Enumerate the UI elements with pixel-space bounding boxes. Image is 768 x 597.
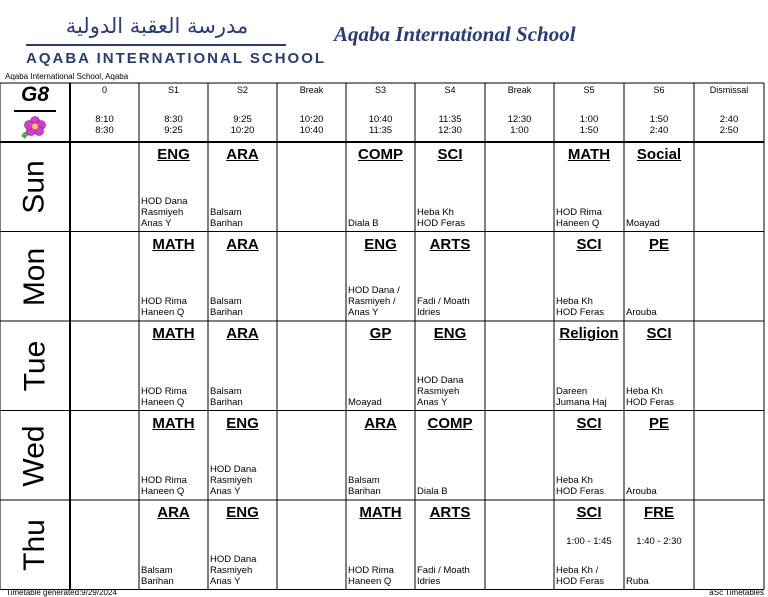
period-label: S5	[583, 85, 595, 95]
period-label: S1	[167, 85, 179, 95]
period-start: 12:30	[507, 114, 532, 125]
lesson-subject: MATH	[567, 146, 611, 163]
lesson-subject: ENG	[157, 146, 190, 163]
period-header	[139, 83, 208, 142]
lesson-subject: COMP	[427, 414, 473, 432]
period-end: 8:30	[95, 125, 114, 136]
lesson-cell	[346, 500, 415, 590]
lesson-subject: Social	[636, 146, 682, 163]
period-start: 10:20	[299, 114, 324, 125]
period-label: Break	[299, 85, 324, 95]
lesson-subject: MATH	[152, 325, 195, 342]
lesson-cell	[208, 321, 277, 411]
lesson-teacher: Diala B	[348, 217, 379, 229]
lesson-subject: ARA	[226, 325, 259, 342]
lesson-subject: SCI	[576, 414, 602, 432]
lesson-teacher: Balsam Barihan	[141, 564, 174, 587]
lesson-subject: SCI	[437, 146, 463, 163]
lesson-teacher: Balsam Barihan	[348, 475, 381, 497]
lesson-cell	[554, 142, 624, 232]
period-time	[554, 114, 624, 136]
day-label	[0, 321, 70, 411]
period-time	[208, 114, 277, 136]
lesson-subject: PE	[648, 235, 669, 253]
period-end: 11:35	[368, 125, 393, 136]
lesson-teacher: Dareen Jumana Haj	[556, 385, 607, 408]
lesson-subject: ARTS	[429, 504, 471, 521]
lesson-time: 1:40 - 2:30	[636, 536, 682, 547]
school-subtitle: Aqaba International School, Aqaba	[5, 72, 129, 81]
period-time	[346, 114, 415, 136]
lesson-cell	[139, 500, 208, 590]
lesson-cell	[346, 411, 415, 501]
lesson-subject: ENG	[226, 504, 259, 521]
lesson-subject: Religion	[559, 325, 619, 342]
period-end: 12:30	[438, 125, 462, 136]
lesson-teacher: Heba Kh HOD Feras	[556, 475, 605, 497]
day-name: Wed	[18, 424, 51, 487]
lesson-cell	[554, 232, 624, 322]
lesson-subject: ARA	[364, 414, 397, 432]
lesson-cell	[139, 411, 208, 501]
lesson-cell	[208, 232, 277, 322]
lesson-teacher: Fadi / Moath Idries	[417, 564, 470, 587]
lesson-teacher: HOD Dana Rasmiyeh Anas Y	[210, 464, 257, 497]
school-logo-english: AQABA INTERNATIONAL SCHOOL	[26, 50, 327, 67]
period-header	[485, 83, 554, 142]
lesson-cell	[624, 142, 694, 232]
lesson-cell	[624, 500, 694, 590]
period-end: 2:50	[719, 125, 739, 136]
day-label	[0, 142, 70, 232]
lesson-subject: SCI	[576, 235, 602, 253]
period-label: 0	[101, 85, 107, 95]
lesson-subject: SCI	[576, 504, 602, 521]
lesson-teacher: HOD Dana Rasmiyeh Anas Y	[210, 553, 257, 587]
period-start: 11:35	[438, 114, 462, 125]
period-time	[139, 114, 208, 136]
lesson-cell	[554, 411, 624, 501]
day-cell-tue	[0, 321, 70, 411]
period-start: 9:25	[233, 114, 252, 125]
lesson-cell	[208, 411, 277, 501]
period-label: S4	[444, 85, 456, 95]
day-cell-wed	[0, 411, 70, 501]
lesson-teacher: Heba Kh HOD Feras	[626, 385, 675, 408]
period-label: S3	[374, 85, 386, 95]
lesson-subject: FRE	[644, 504, 674, 521]
period-time	[277, 114, 346, 136]
lesson-cell	[346, 142, 415, 232]
day-label	[0, 232, 70, 322]
day-label	[0, 411, 70, 501]
period-end: 1:50	[579, 125, 599, 136]
period-header	[415, 83, 485, 142]
lesson-teacher: HOD Rima Haneen Q	[141, 475, 187, 497]
period-header	[70, 83, 139, 142]
period-start: 8:30	[164, 114, 183, 125]
lesson-teacher: Ruba	[626, 575, 649, 587]
lesson-subject: ENG	[433, 325, 467, 342]
period-end: 10:20	[230, 125, 255, 136]
lesson-teacher: HOD Rima Haneen Q	[141, 385, 187, 408]
lesson-cell	[208, 500, 277, 590]
period-label: S2	[236, 85, 248, 95]
lesson-subject: MATH	[359, 504, 402, 521]
lesson-teacher: Moayad	[348, 396, 382, 408]
footer-generated: Timetable generated:9/29/2024	[6, 588, 117, 597]
lesson-subject: COMP	[358, 146, 403, 163]
lesson-cell	[415, 142, 485, 232]
lesson-teacher: HOD Dana Rasmiyeh Anas Y	[141, 195, 188, 229]
lesson-cell	[554, 321, 624, 411]
grade-underline	[14, 110, 56, 112]
period-header	[277, 83, 346, 142]
lesson-cell	[624, 232, 694, 322]
lesson-subject: ARA	[157, 504, 190, 521]
day-cell-thu	[0, 500, 70, 590]
period-end: 1:00	[510, 125, 529, 136]
day-label	[0, 500, 70, 590]
lesson-cell	[554, 500, 624, 590]
day-name: Mon	[17, 247, 51, 306]
lesson-cell	[346, 321, 415, 411]
lesson-subject: ENG	[364, 235, 397, 253]
lesson-subject: MATH	[152, 235, 195, 253]
period-label: Break	[507, 85, 532, 95]
lesson-subject: GP	[369, 325, 392, 342]
period-end: 10:40	[299, 125, 324, 136]
lesson-subject: SCI	[646, 325, 672, 342]
lesson-teacher: Arouba	[626, 486, 657, 497]
day-name: Sun	[17, 160, 51, 214]
lesson-cell	[208, 142, 277, 232]
footer-credit: aSc Timetables	[709, 588, 764, 597]
period-time	[624, 114, 694, 136]
lesson-teacher: Diala B	[417, 486, 448, 497]
period-header	[346, 83, 415, 142]
lesson-cell	[415, 411, 485, 501]
lesson-teacher: Fadi / Moath Idries	[417, 296, 470, 318]
lesson-subject: ENG	[226, 414, 259, 432]
grade-cell	[0, 83, 70, 142]
lesson-cell	[624, 411, 694, 501]
day-cell-mon	[0, 232, 70, 322]
period-start: 1:00	[579, 114, 599, 125]
period-start: 2:40	[719, 114, 739, 125]
school-title: Aqaba International School	[334, 22, 576, 46]
lesson-subject: ARA	[226, 235, 259, 253]
lesson-time: 1:00 - 1:45	[566, 536, 612, 547]
lesson-teacher: Arouba	[626, 307, 657, 318]
lesson-teacher: HOD Rima Haneen Q	[556, 206, 602, 229]
lesson-teacher: Moayad	[626, 217, 660, 229]
flower-icon	[20, 116, 50, 142]
period-label: S6	[653, 85, 665, 95]
day-name: Tue	[18, 340, 51, 392]
period-time	[485, 114, 554, 136]
period-time	[694, 114, 764, 136]
lesson-teacher: HOD Dana Rasmiyeh Anas Y	[417, 374, 464, 408]
lesson-teacher: Balsam Barihan	[210, 206, 243, 229]
lesson-cell	[139, 321, 208, 411]
lesson-cell	[415, 500, 485, 590]
period-label: Dismissal	[709, 85, 749, 95]
period-end: 2:40	[649, 125, 669, 136]
lesson-teacher: HOD Dana / Rasmiyeh / Anas Y	[348, 285, 400, 318]
period-header	[624, 83, 694, 142]
day-name: Thu	[17, 519, 51, 571]
lesson-subject: ARA	[226, 146, 259, 163]
lesson-cell	[346, 232, 415, 322]
lesson-teacher: Heba Kh / HOD Feras	[556, 564, 605, 587]
grade-label: G8	[20, 83, 49, 106]
day-cell-sun	[0, 142, 70, 232]
period-time	[415, 114, 485, 136]
period-start: 1:50	[649, 114, 669, 125]
lesson-cell	[139, 232, 208, 322]
lesson-subject: PE	[648, 414, 669, 432]
school-logo-arabic: مدرسة العقبة الدولية	[65, 14, 249, 38]
lesson-cell	[139, 142, 208, 232]
lesson-subject: ARTS	[429, 235, 471, 253]
period-header	[554, 83, 624, 142]
period-header	[208, 83, 277, 142]
lesson-teacher: Balsam Barihan	[210, 385, 243, 408]
lesson-teacher: HOD Rima Haneen Q	[141, 296, 187, 318]
period-time	[70, 114, 139, 136]
lesson-teacher: Heba Kh HOD Feras	[556, 296, 605, 318]
lesson-cell	[415, 232, 485, 322]
lesson-cell	[624, 321, 694, 411]
period-start: 10:40	[368, 114, 393, 125]
lesson-cell	[415, 321, 485, 411]
lesson-subject: MATH	[152, 414, 195, 432]
period-start: 8:10	[95, 114, 114, 125]
period-end: 9:25	[164, 125, 183, 136]
lesson-teacher: HOD Rima Haneen Q	[348, 564, 394, 587]
period-header	[694, 83, 764, 142]
lesson-teacher: Heba Kh HOD Feras	[417, 206, 466, 229]
lesson-teacher: Balsam Barihan	[210, 296, 243, 318]
